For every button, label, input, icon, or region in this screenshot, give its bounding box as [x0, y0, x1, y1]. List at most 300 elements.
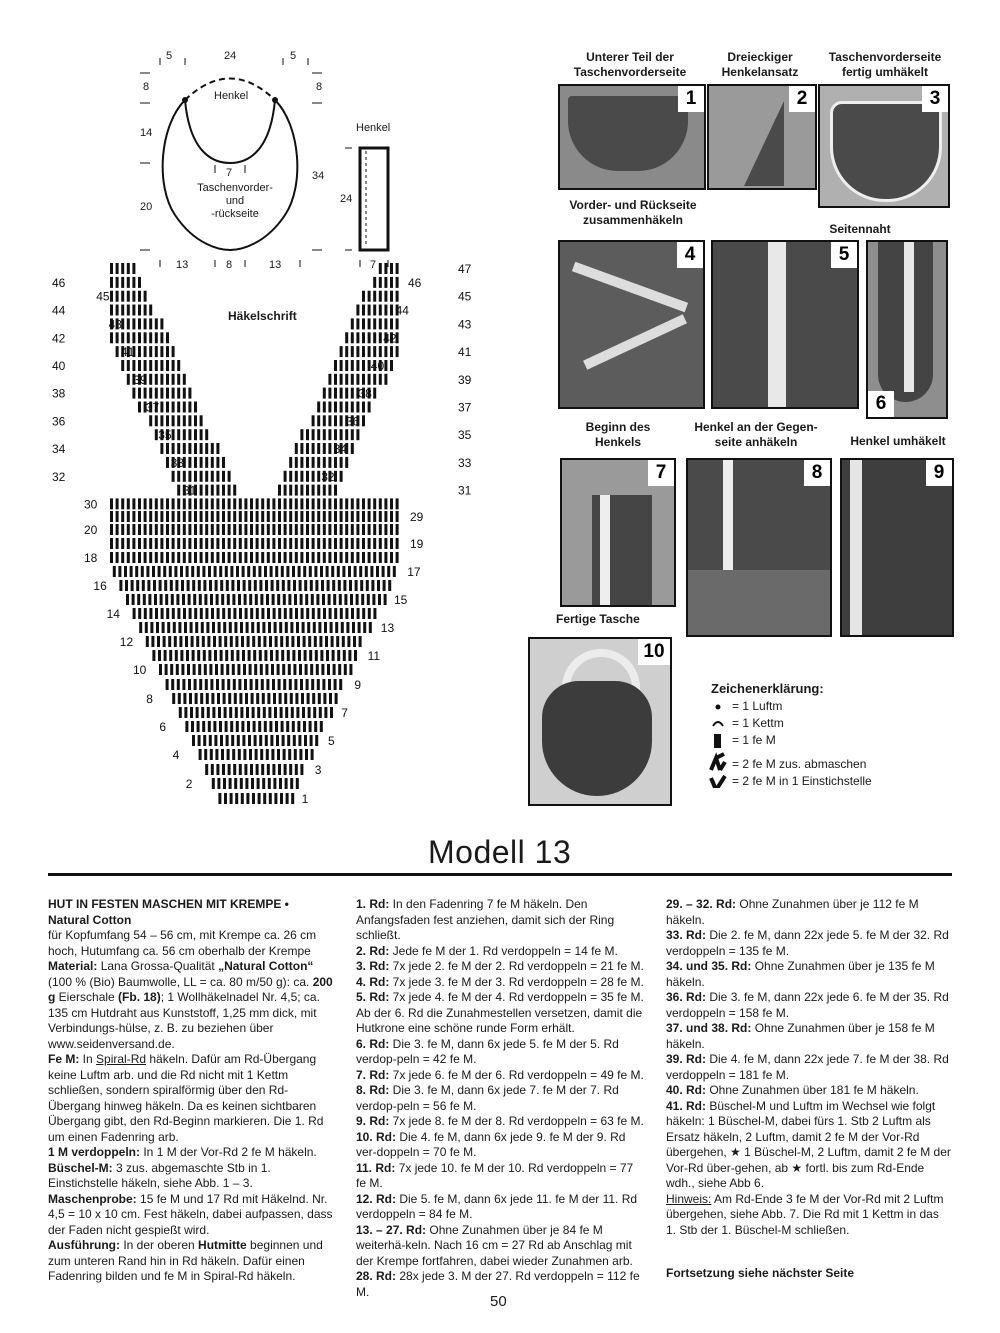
stitch-mark: [127, 332, 130, 343]
stitch-mark: [166, 552, 169, 563]
stitch-mark: [345, 332, 348, 343]
stitch-mark: [215, 664, 218, 675]
stitch-mark: [306, 679, 309, 690]
col2-row-paragraph: 13. – 27. Rd: Ohne Zunahmen über je 84 fe M weiterhä-keln. Nach 16 cm = 27 Rd ab Anschlag mit der Krempe fortfahren, dabei wieder Zunahmen arb.: [356, 1222, 633, 1268]
stitch-mark: [205, 457, 208, 468]
stitch-mark: [172, 608, 175, 619]
stitch-mark: [289, 498, 292, 509]
stitch-mark: [110, 524, 113, 535]
photo-number-9: 9: [926, 460, 952, 486]
stitch-mark: [379, 291, 382, 302]
photo-caption-2: Dreieckiger Henkelansatz: [721, 50, 799, 79]
stitch-mark: [127, 318, 130, 329]
stitch-mark: [250, 498, 253, 509]
stitch-mark: [215, 749, 218, 760]
stitch-mark: [286, 793, 289, 804]
stitch-mark: [254, 580, 257, 591]
bag-schematic: [130, 45, 420, 275]
stitch-mark: [368, 608, 371, 619]
stitch-mark: [110, 291, 113, 302]
stitch-mark: [221, 664, 224, 675]
stitch-mark: [186, 566, 189, 577]
stitch-mark: [284, 511, 287, 522]
legend-item-decrease: = 2 fe M zus. abmaschen: [732, 757, 867, 771]
stitch-mark: [203, 580, 206, 591]
stitch-mark: [285, 622, 288, 633]
stitch-mark: [342, 636, 345, 647]
stitch-mark: [144, 524, 147, 535]
stitch-mark: [390, 498, 393, 509]
stitch-mark: [216, 457, 219, 468]
stitch-mark: [302, 707, 305, 718]
stitch-mark: [239, 511, 242, 522]
stitch-mark: [132, 332, 135, 343]
text-column-3: [666, 897, 952, 1238]
stitch-mark: [127, 277, 130, 288]
stitch-mark: [229, 707, 232, 718]
stitch-mark: [183, 471, 186, 482]
stitch-mark: [299, 749, 302, 760]
stitch-mark: [288, 664, 291, 675]
stitch-mark: [295, 764, 298, 775]
stitch-mark: [293, 664, 296, 675]
stitch-mark: [230, 566, 233, 577]
legend-symbols: [708, 698, 732, 788]
dim-left-upper: 8: [143, 81, 150, 93]
photo-number-1: 1: [678, 86, 704, 112]
stitch-mark: [149, 374, 152, 385]
stitch-mark: [194, 402, 197, 413]
stitch-mark: [356, 524, 359, 535]
stitch-mark: [241, 793, 244, 804]
stitch-mark: [280, 793, 283, 804]
stitch-mark: [351, 346, 354, 357]
chart-row-label-right: 7: [341, 706, 348, 720]
chart-row-label-right: 47: [458, 262, 472, 276]
stitch-mark: [319, 707, 322, 718]
stitch-mark: [312, 429, 315, 440]
stitch-mark: [328, 457, 331, 468]
stitch-mark: [334, 374, 337, 385]
stitch-mark: [328, 388, 331, 399]
stitch-mark: [328, 443, 331, 454]
stitch-mark: [340, 552, 343, 563]
photo-number-8: 8: [804, 460, 830, 486]
stitch-mark: [267, 608, 270, 619]
stitch-mark: [229, 778, 232, 789]
stitch-mark: [340, 471, 343, 482]
stitch-mark: [188, 679, 191, 690]
stitch-mark: [376, 566, 379, 577]
stitch-mark: [295, 552, 298, 563]
stitch-mark: [211, 538, 214, 549]
stitch-mark: [216, 511, 219, 522]
chart-row-label-right: 19: [410, 537, 424, 551]
stitch-mark: [203, 650, 206, 661]
stitch-mark: [171, 594, 174, 605]
stitch-mark: [232, 664, 235, 675]
stitch-mark: [351, 332, 354, 343]
chart-row-label-right: 38: [358, 386, 372, 401]
stitch-mark: [149, 608, 152, 619]
stitch-mark: [396, 291, 399, 302]
stitch-mark: [127, 511, 130, 522]
stitch-mark: [261, 524, 264, 535]
stitch-mark: [278, 498, 281, 509]
stitch-mark: [284, 552, 287, 563]
stitch-mark: [200, 471, 203, 482]
stitch-mark: [212, 707, 215, 718]
stitch-mark: [194, 498, 197, 509]
stitch-mark: [283, 679, 286, 690]
stitch-mark: [227, 594, 230, 605]
stitch-mark: [234, 693, 237, 704]
stitch-mark: [234, 622, 237, 633]
col2-row-paragraph: 1. Rd: In den Fadenring 7 fe M häkeln. Den Anfangsfaden fest anziehen, damit sich der Ring schließt.: [356, 897, 615, 942]
stitch-mark: [202, 721, 205, 732]
stitch-mark: [160, 374, 163, 385]
stitch-mark: [166, 608, 169, 619]
stitch-mark: [152, 650, 155, 661]
stitch-mark: [384, 498, 387, 509]
dim-left-lower: 20: [140, 201, 153, 213]
increase-icon: [711, 776, 725, 788]
stitch-mark: [309, 566, 312, 577]
stitch-mark: [317, 402, 320, 413]
stitch-mark: [314, 721, 317, 732]
stitch-mark: [250, 679, 253, 690]
stitch-mark: [256, 608, 259, 619]
single-crochet-icon: [714, 734, 721, 748]
stitch-mark: [155, 498, 158, 509]
stitch-mark: [384, 263, 387, 274]
stitch-mark: [356, 498, 359, 509]
stitch-mark: [356, 360, 359, 371]
chart-row-label-left: 38: [52, 386, 66, 401]
stitch-mark: [307, 693, 310, 704]
stitch-mark: [188, 524, 191, 535]
stitch-mark: [149, 305, 152, 316]
stitch-mark: [337, 566, 340, 577]
stitch-mark: [200, 538, 203, 549]
stitch-mark: [334, 608, 337, 619]
stitch-mark: [345, 608, 348, 619]
stitch-mark: [116, 498, 119, 509]
stitch-mark: [160, 388, 163, 399]
stitch-mark: [290, 693, 293, 704]
chart-row-label-right: 15: [394, 593, 408, 607]
stitch-mark: [351, 402, 354, 413]
stitch-mark: [197, 566, 200, 577]
stitch-mark: [356, 552, 359, 563]
stitch-mark: [166, 360, 169, 371]
chart-row-label-left: 12: [119, 635, 134, 649]
stitch-mark: [206, 622, 209, 633]
stitch-mark: [165, 594, 168, 605]
stitch-mark: [250, 524, 253, 535]
stitch-mark: [194, 524, 197, 535]
stitch-mark: [219, 566, 222, 577]
stitch-mark: [222, 608, 225, 619]
stitch-mark: [254, 664, 257, 675]
stitch-mark: [149, 332, 152, 343]
stitch-mark: [278, 608, 281, 619]
stitch-mark: [192, 650, 195, 661]
photo-caption-4: Vorder- und Rückseite zusammenhäkeln: [569, 198, 697, 227]
stitch-mark: [200, 429, 203, 440]
stitch-mark: [306, 498, 309, 509]
stitch-mark: [197, 650, 200, 661]
stitch-mark: [144, 511, 147, 522]
stitch-mark: [228, 524, 231, 535]
photo-caption-3: Taschenvorderseite fertig umhäkelt: [828, 50, 942, 79]
stitch-mark: [205, 552, 208, 563]
stitch-mark: [200, 608, 203, 619]
stitch-mark: [252, 793, 255, 804]
stitch-mark: [223, 622, 226, 633]
stitch-mark: [334, 485, 337, 496]
stitch-mark: [328, 594, 331, 605]
stitch-mark: [177, 388, 180, 399]
stitch-mark: [194, 471, 197, 482]
stitch-mark: [340, 524, 343, 535]
stitch-mark: [247, 721, 250, 732]
stitch-mark: [110, 511, 113, 522]
chart-row-label-left: 10: [133, 663, 147, 677]
stitch-mark: [312, 552, 315, 563]
stitch-mark: [256, 524, 259, 535]
stitch-mark: [336, 636, 339, 647]
stitch-mark: [256, 498, 259, 509]
stitch-mark: [224, 793, 227, 804]
stitch-mark: [222, 471, 225, 482]
stitch-mark: [249, 664, 252, 675]
stitch-mark: [160, 402, 163, 413]
stitch-mark: [390, 346, 393, 357]
stitch-mark: [149, 388, 152, 399]
stitch-mark: [312, 457, 315, 468]
stitch-mark: [183, 511, 186, 522]
stitch-mark: [132, 511, 135, 522]
stitch-mark: [328, 374, 331, 385]
stitch-mark: [300, 471, 303, 482]
stitch-mark: [272, 679, 275, 690]
stitch-mark: [217, 693, 220, 704]
stitch-mark: [323, 552, 326, 563]
stitch-mark: [351, 608, 354, 619]
chart-row-label-left: 6: [159, 720, 167, 734]
stitch-mark: [299, 664, 302, 675]
stitch-mark: [209, 580, 212, 591]
stitch-mark: [127, 552, 130, 563]
stitch-mark: [236, 721, 239, 732]
stitch-mark: [338, 580, 341, 591]
stitch-mark: [333, 594, 336, 605]
stitch-mark: [248, 735, 251, 746]
stitch-mark: [208, 721, 211, 732]
stitch-mark: [306, 443, 309, 454]
stitch-mark: [215, 580, 218, 591]
stitch-mark: [373, 346, 376, 357]
stitch-mark: [205, 538, 208, 549]
double-paragraph: 1 M verdoppeln: In 1 M der Vor-Rd 2 fe M häkeln.: [48, 1145, 317, 1159]
stitch-mark: [343, 650, 346, 661]
stitch-mark: [232, 594, 235, 605]
stitch-mark: [298, 735, 301, 746]
stitch-mark: [396, 263, 399, 274]
stitch-mark: [356, 318, 359, 329]
stitch-mark: [292, 721, 295, 732]
stitch-mark: [328, 402, 331, 413]
stitch-mark: [315, 650, 318, 661]
stitch-mark: [308, 707, 311, 718]
stitch-mark: [328, 429, 331, 440]
stitch-mark: [294, 679, 297, 690]
model-title: Modell 13: [428, 834, 572, 870]
stitch-mark: [351, 552, 354, 563]
stitch-mark: [216, 538, 219, 549]
stitch-mark: [362, 415, 365, 426]
stitch-mark: [306, 608, 309, 619]
stitch-mark: [351, 511, 354, 522]
chart-row-label-right: 9: [354, 678, 362, 692]
stitch-mark: [266, 679, 269, 690]
col2-row-paragraph: 6. Rd: Die 3. fe M, dann 6x jede 5. fe M der 5. Rd verdop-peln = 42 fe M.: [356, 1036, 619, 1066]
stitch-mark: [149, 318, 152, 329]
stitch-mark: [138, 608, 141, 619]
chart-row-label-left: 44: [52, 303, 66, 318]
stitch-mark: [292, 650, 295, 661]
stitch-mark: [239, 764, 242, 775]
stitch-mark: [110, 538, 113, 549]
col2-row-paragraph: 10. Rd: Die 4. fe M, dann 6x jede 9. fe M der 9. Rd ver-doppeln = 70 fe M.: [356, 1129, 626, 1159]
stitch-mark: [196, 707, 199, 718]
stitch-mark: [332, 650, 335, 661]
stitch-mark: [337, 650, 340, 661]
stitch-mark: [384, 291, 387, 302]
stitch-mark: [267, 538, 270, 549]
stitch-mark: [155, 538, 158, 549]
stitch-mark: [183, 693, 186, 704]
stitch-mark: [390, 277, 393, 288]
stitch-mark: [276, 650, 279, 661]
stitch-mark: [172, 524, 175, 535]
stitch-mark: [334, 402, 337, 413]
stitch-mark: [267, 693, 270, 704]
stitch-mark: [172, 374, 175, 385]
stitch-mark: [274, 793, 277, 804]
stitch-mark: [368, 305, 371, 316]
stitch-mark: [253, 721, 256, 732]
stitch-mark: [269, 721, 272, 732]
photo-number-4: 4: [677, 242, 703, 268]
stitch-mark: [244, 594, 247, 605]
stitch-mark: [216, 679, 219, 690]
stitch-mark: [177, 485, 180, 496]
stitch-mark: [277, 749, 280, 760]
stitch-mark: [213, 636, 216, 647]
stitch-mark: [211, 608, 214, 619]
stitch-mark: [116, 552, 119, 563]
stitch-mark: [242, 735, 245, 746]
stitch-mark: [299, 580, 302, 591]
stitch-mark: [125, 580, 128, 591]
chart-row-label-right: 45: [458, 289, 472, 304]
stitch-mark: [283, 594, 286, 605]
stitch-mark: [379, 524, 382, 535]
stitch-mark: [373, 511, 376, 522]
stitch-mark: [295, 511, 298, 522]
stitch-mark: [311, 594, 314, 605]
stitch-mark: [324, 707, 327, 718]
stitch-mark: [289, 679, 292, 690]
legend-item-increase: = 2 fe M in 1 Einstichstelle: [732, 774, 872, 788]
stitch-mark: [379, 318, 382, 329]
stitch-mark: [237, 735, 240, 746]
stitch-mark: [204, 594, 207, 605]
stitch-mark: [268, 778, 271, 789]
stitch-mark: [210, 679, 213, 690]
stitch-mark: [121, 291, 124, 302]
stitch-mark: [183, 415, 186, 426]
stitch-mark: [176, 664, 179, 675]
stitch-mark: [289, 608, 292, 619]
chart-title: Häkelschrift: [228, 309, 297, 323]
stitch-mark: [368, 538, 371, 549]
stitch-mark: [306, 538, 309, 549]
stitch-mark: [312, 498, 315, 509]
crochet-chart: [40, 255, 490, 815]
stitch-mark: [183, 608, 186, 619]
stitch-mark: [261, 608, 264, 619]
stitch-mark: [190, 622, 193, 633]
chart-row-label-right: 35: [458, 428, 472, 443]
stitch-mark: [235, 636, 238, 647]
stitch-mark: [119, 580, 122, 591]
stitch-mark: [384, 594, 387, 605]
stitch-mark: [225, 721, 228, 732]
stitch-mark: [266, 594, 269, 605]
stitch-mark: [300, 429, 303, 440]
stitch-mark: [189, 608, 192, 619]
stitch-mark: [340, 388, 343, 399]
stitch-mark: [245, 778, 248, 789]
stitch-mark: [205, 764, 208, 775]
stitch-mark: [370, 566, 373, 577]
stitch-mark: [157, 636, 160, 647]
stitch-mark: [373, 277, 376, 288]
stitch-mark: [271, 749, 274, 760]
stitch-mark: [368, 524, 371, 535]
stitch-mark: [155, 346, 158, 357]
stitch-mark: [182, 679, 185, 690]
stitch-mark: [118, 566, 121, 577]
chart-row-label-left: 20: [84, 523, 98, 537]
stitch-mark: [262, 778, 265, 789]
stitch-mark: [323, 429, 326, 440]
stitch-mark: [181, 580, 184, 591]
stitch-mark: [195, 622, 198, 633]
stitch-mark: [211, 552, 214, 563]
stitch-mark: [172, 511, 175, 522]
stitch-mark: [160, 346, 163, 357]
stitch-mark: [138, 360, 141, 371]
stitch-mark: [297, 721, 300, 732]
stitch-mark: [138, 552, 141, 563]
stitch-mark: [373, 305, 376, 316]
stitch-mark: [144, 360, 147, 371]
stitch-mark: [175, 650, 178, 661]
